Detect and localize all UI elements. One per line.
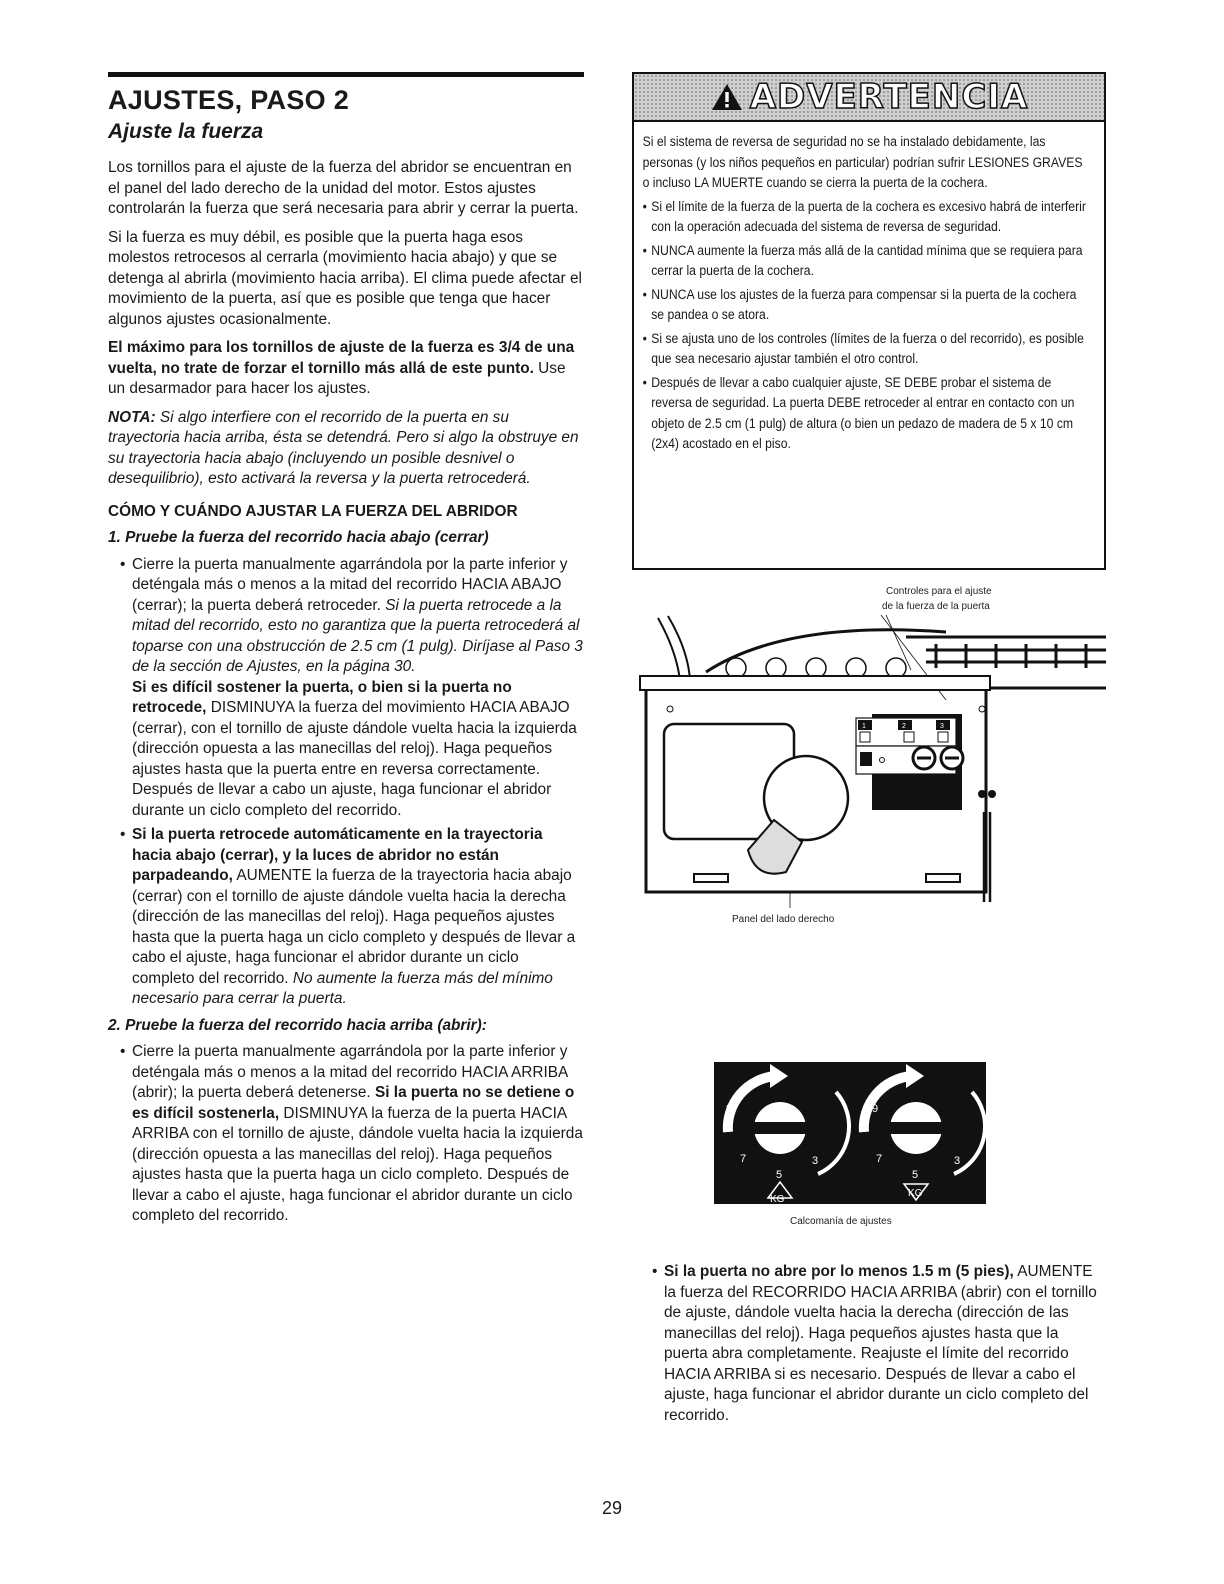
left-column [108,72,584,1231]
panel-label: Panel del lado derecho [732,914,835,925]
intro-paragraph: Los tornillos para el ajuste de la fuerza del abridor se encuentran en el panel del lado derecho de la unidad del motor. Estos ajustes controlarán la fuerza que será necesaria para abrir y cerrar la puerta. [108,159,579,217]
dial-number: 3 [954,1155,961,1167]
warning-item: • Después de llevar a cabo cualquier ajuste, SE DEBE probar el sistema de reversa de seguridad. La puerta DEBE retroceder al entrar en contacto con un objeto de 2.5 cm (1 pulg) de altura (o bien un pedazo de madera de 5 x 10 cm (2x4) acostado en el piso. [651,373,1090,455]
b1-text: Cierre la puerta manualmente agarrándola por la parte inferior y deténgala más o menos a la mitad del recorrido HACIA ABAJO (cerrar); la puerta deberá retroceder. [132,555,568,614]
b1-text2: DISMINUYA la fuerza del movimiento HACIA ABAJO (cerrar), con el tornillo de ajuste dándole vuelta hacia la izquierda (dirección opuesta a las manecillas del reloj). Haga pequeños ajustes hasta que la puerta entre en reversa correctamente. Después de llevar a cabo un ajuste, haga funcionar el abridor durante un ciclo completo del recorrido. [132,699,577,819]
step-1-bullet-1 [132,555,584,822]
header-rule [108,72,584,77]
page-title: AJUSTES, PASO 2 [108,85,350,115]
dial-number: 5 [912,1169,919,1181]
warning-item: • NUNCA aumente la fuerza más allá de la cantidad mínima que se requiera para cerrar la puerta de la cochera. [651,241,1090,282]
page-number: 29 [601,1498,623,1518]
note-paragraph [108,408,584,490]
open-force-bullet [664,1262,1102,1426]
b1-italic: Si la puerta retrocede a la mitad del recorrido, esto no garantiza que la puerta retrocederá al toparse con una obstrucción de 2.5 cm (1 pulg). Diríjase al Paso 3 de la sección de Ajustes, en la página 30. [132,596,583,675]
note-label: NOTA: [108,408,156,426]
page-subtitle: Ajuste la fuerza [108,120,264,143]
callout-label-line2: de la fuerza de la puerta [882,601,990,612]
warning-item: • Si se ajusta uno de los controles (límites de la fuerza o del recorrido), es posible que sea necesario ajustar también el otro control. [651,329,1090,370]
callout-label-line1: Controles para el ajuste [886,586,992,597]
dial-number: 7 [740,1153,747,1165]
dial-number: 7 [876,1153,883,1165]
warning-header [634,74,1104,122]
warning-triangle-icon [710,82,744,112]
b3-text: Cierre la puerta manualmente agarrándola por la parte inferior y deténgala más o menos a la mitad del recorrido HACIA ARRIBA (abrir); la puerta deberá detenerse. [132,1043,568,1101]
dial-number: 5 [776,1169,783,1181]
max-turn-paragraph [108,338,584,400]
max-turn-rest: Use un desarmador para hacer los ajustes. [108,359,566,397]
step-2-heading: 2. Pruebe la fuerza del recorrido hacia arriba (abrir): [108,1016,487,1034]
b3-bold: Si la puerta no se detiene o es difícil sostenerla, [132,1084,575,1122]
warning-title: ADVERTENCIA [749,77,1029,117]
warning-item: • NUNCA use los ajustes de la fuerza para compensar si la puerta de la cochera se pandea o se atora. [651,285,1090,326]
control-number: 3 [940,723,944,730]
motor-panel-illustration [636,580,1106,930]
b3-text2: DISMINUYA la fuerza de la puerta HACIA ARRIBA con el tornillo de ajuste, dándole vuelta hacia la izquierda (dirección opuesta a las manecillas del reloj). Haga pequeños ajustes hasta que la puerta haga un ciclo completo. Después de llevar a cabo el ajuste, haga funcionar el abridor durante un ciclo completo del recorrido. [132,1104,583,1224]
step-2-bullet-1 [132,1042,584,1227]
warning-intro: Si el sistema de reversa de seguridad no se ha instalado debidamente, las personas (y los niños pequeños en particular) podrían sufrir LESIONES GRAVES o incluso LA MUERTE cuando se cierra la puerta de la cochera. [642,134,1083,191]
b2-italic: No aumente la fuerza más del mínimo necesario para cerrar la puerta. [132,969,553,1007]
dial-number: 9 [726,1103,733,1115]
warning-item: • Si el límite de la fuerza de la puerta de la cochera es excesivo habrá de interferir con la operación adecuada del sistema de reversa de seguridad. [651,197,1090,238]
step-1-heading: 1. Pruebe la fuerza del recorrido hacia abajo (cerrar) [108,529,489,546]
step-1-bullet-2 [132,825,584,1010]
dial-number: 9 [872,1103,879,1115]
section-heading: CÓMO Y CUÁNDO AJUSTAR LA FUERZA DEL ABRIDOR [108,502,518,520]
max-turn-bold: El máximo para los tornillos de ajuste de la fuerza es 3/4 de una vuelta, no trate de forzar el tornillo más allá de este punto. [108,339,575,377]
control-number: 2 [902,723,906,730]
warning-box [632,72,1106,570]
warning-title-wrap [710,77,1029,117]
weak-force-paragraph: Si la fuerza es muy débil, es posible que la puerta haga esos molestos retrocesos al cerrarla (movimiento hacia abajo) y que se detenga al abrirla (movimiento hacia arriba). El clima puede afectar el movimiento de la puerta, así que es posible que tenga que hacer algunos ajustes ocasionalmente. [108,228,582,328]
control-number: 1 [862,723,866,730]
note-text: Si algo interfiere con el recorrido de la puerta en su trayectoria hacia arriba, ésta se detendrá. Pero si algo la obstruye en su trayectoria hacia abajo (incluyendo un posible desnivel o desequilibrio), esto activará la reversa y la puerta retrocederá. [108,408,579,487]
decal-label: Calcomanía de ajustes [790,1216,892,1227]
b1-bold: Si es difícil sostener la puerta, o bien si la puerta no retrocede, [132,678,512,716]
right-bullet-block [650,1262,1102,1430]
b2-text: AUMENTE la fuerza de la trayectoria hacia abajo (cerrar) con el tornillo de ajuste dándole vuelta hacia la derecha (dirección de las manecillas del reloj). Haga pequeños ajustes hasta que la puerta haga un ciclo completo y después de llevar a cabo el ajuste, haga funcionar el abridor durante un ciclo completo del recorrido. [132,867,576,987]
open-force-text: AUMENTE la fuerza del RECORRIDO HACIA ARRIBA (abrir) con el tornillo de ajuste, dándole vuelta hacia la derecha (dirección de las manecillas del reloj). Haga pequeños ajustes hasta que la puerta abra completamente. Reajuste el límite del recorrido HACIA ARRIBA si es necesario. Después de llevar a cabo el ajuste, haga funcionar el abridor durante un ciclo completo del recorrido. [664,1263,1097,1424]
dial-number: 3 [812,1155,819,1167]
kg-label: KG [908,1188,923,1199]
kg-label: KG [770,1194,785,1205]
warning-body [634,122,1100,455]
b2-bold: Si la puerta retrocede automáticamente en la trayectoria hacia abajo (cerrar), y la luces de abridor no están parpadeando, [132,826,543,884]
open-force-bold: Si la puerta no abre por lo menos 1.5 m (5 pies), [664,1263,1014,1280]
right-column [632,72,1106,570]
adjustment-decal-illustration [714,1062,986,1230]
